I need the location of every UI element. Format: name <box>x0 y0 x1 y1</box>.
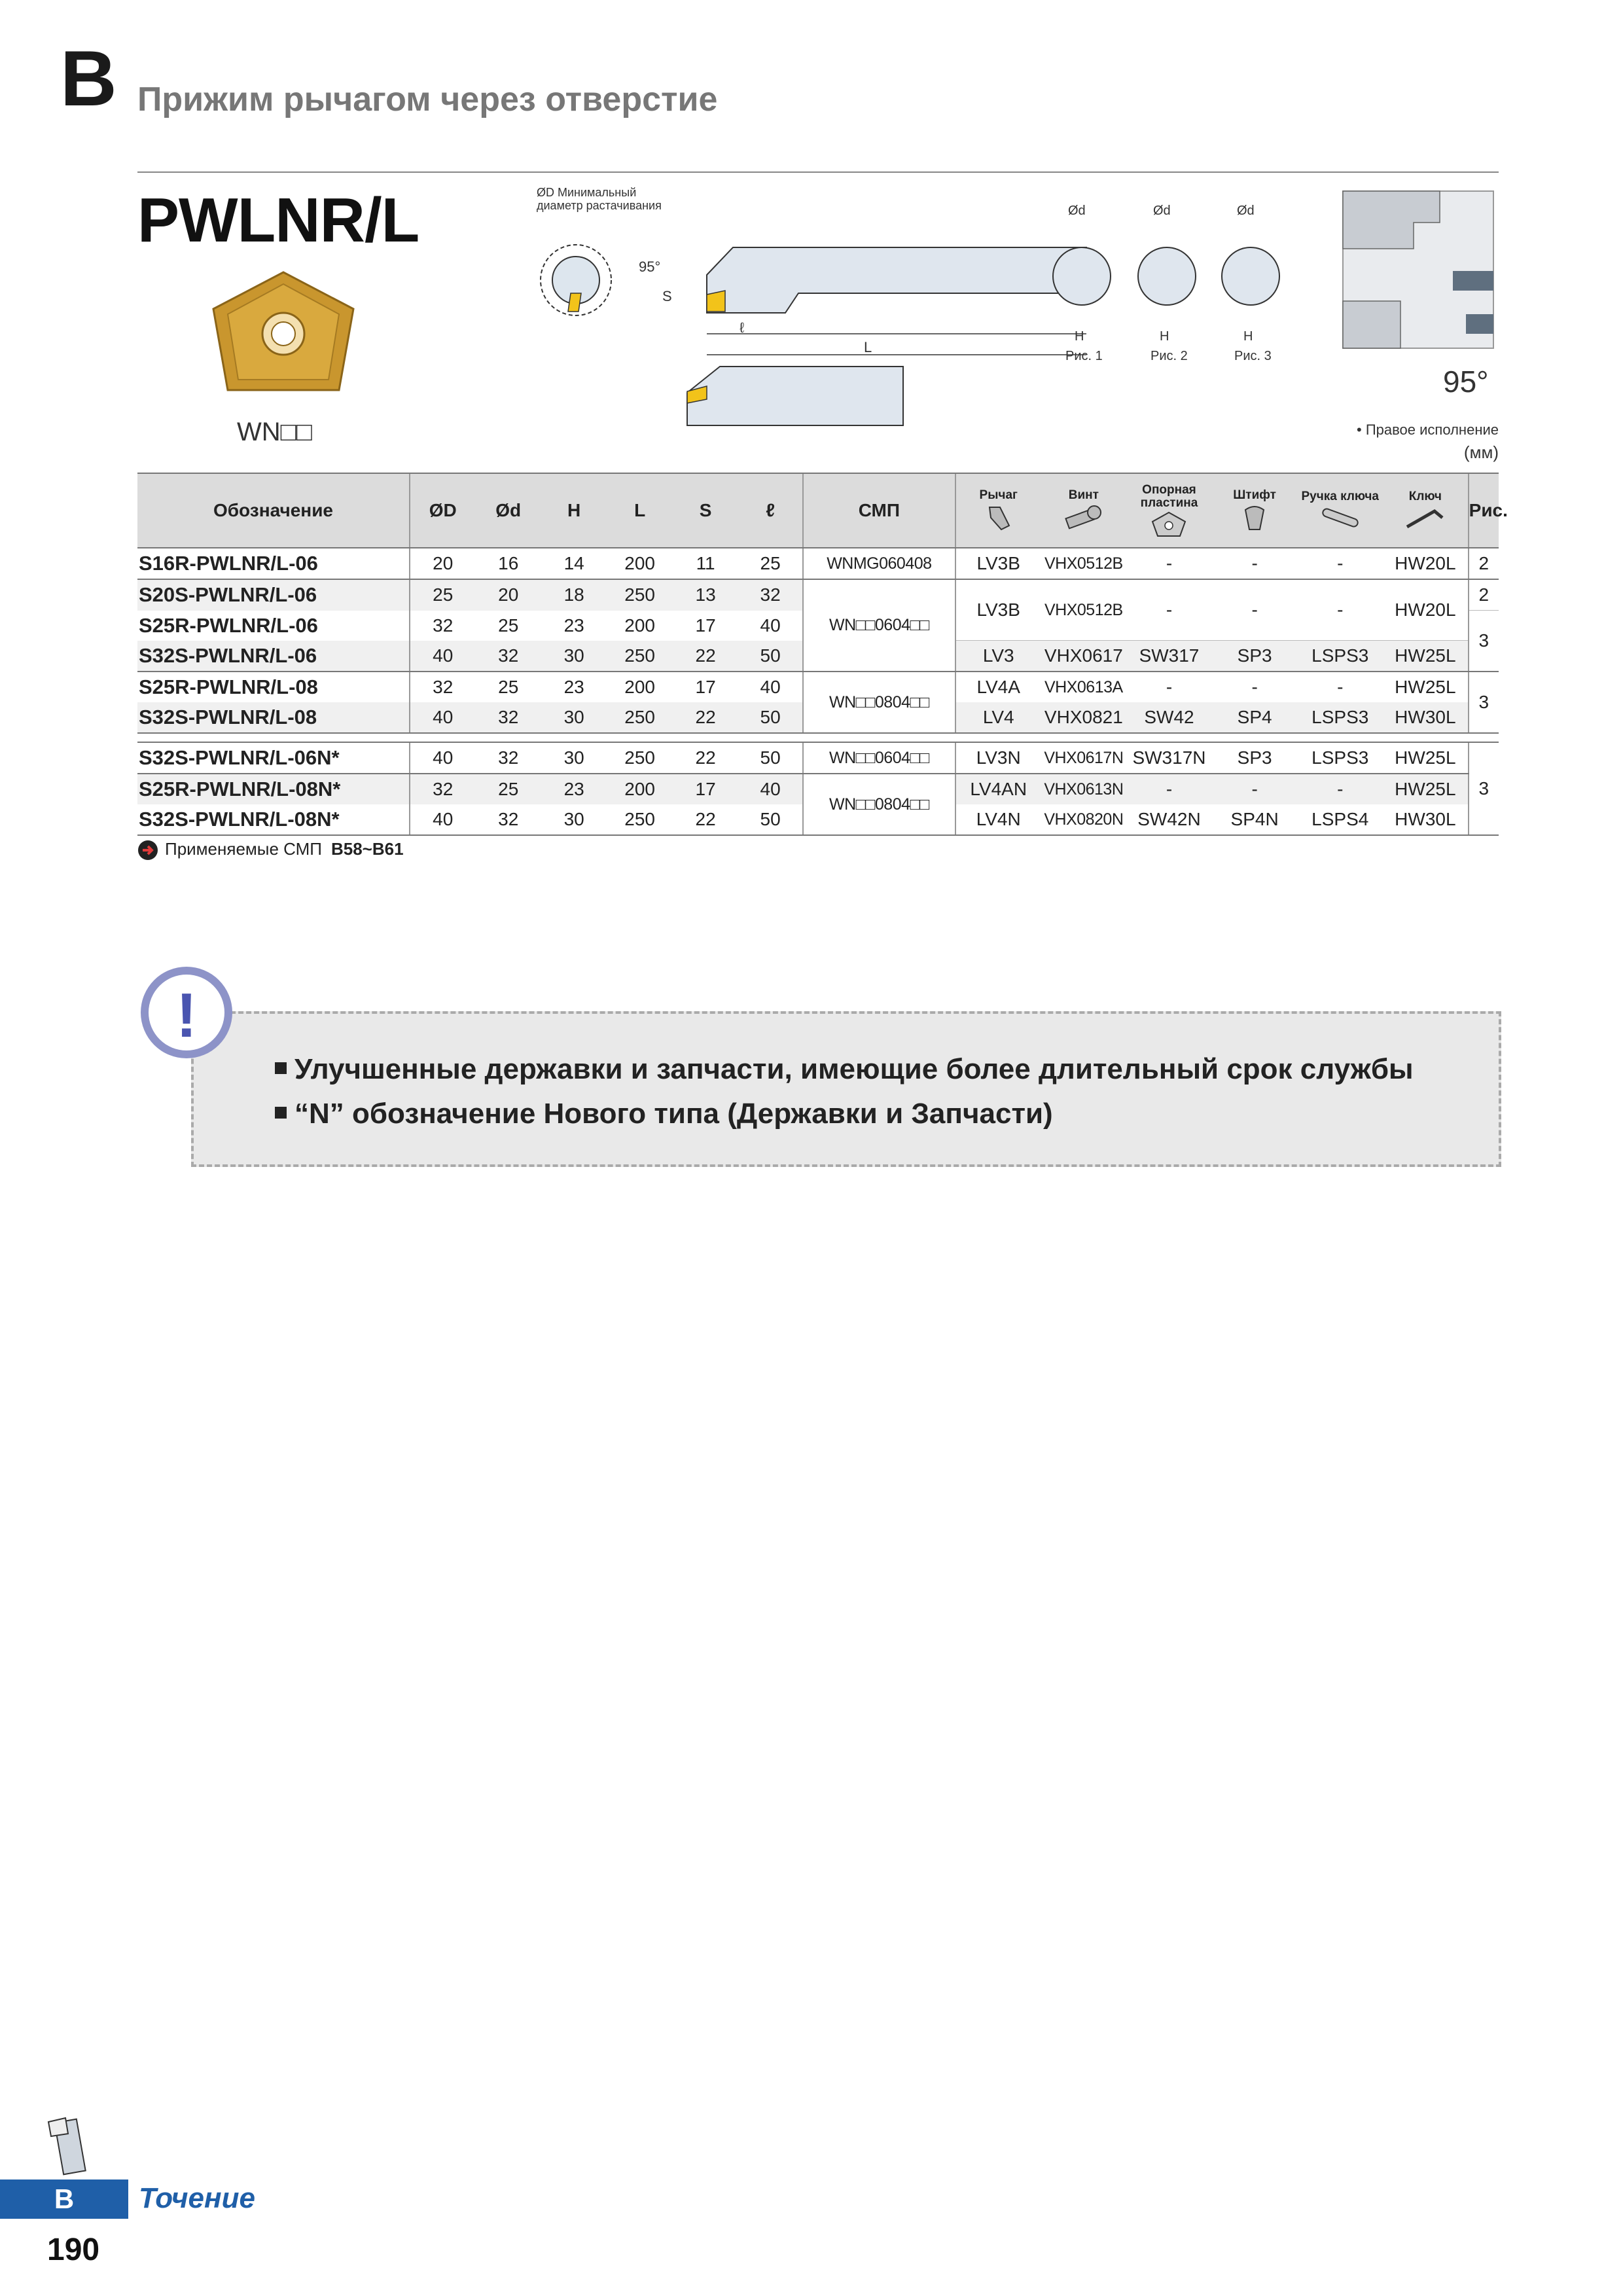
cell-fig: 2 <box>1469 579 1499 611</box>
cell-d: 20 <box>475 579 541 611</box>
cell-l: 50 <box>738 702 802 733</box>
cell-shim: - <box>1166 677 1173 697</box>
cell-handle: - <box>1297 579 1383 641</box>
col-insert: СМП <box>803 473 955 548</box>
cell-l: 50 <box>738 742 802 774</box>
min-bore-label-1: ØD Минимальный <box>537 186 637 199</box>
info-text-2: “N” обозначение Нового типа (Державки и Запчасти) <box>294 1098 1053 1130</box>
cell-fig: 3 <box>1469 672 1499 733</box>
designation: S32S-PWLNR/L-08N* <box>137 804 410 835</box>
cell-pin: - <box>1212 548 1298 579</box>
spacer-cell <box>137 733 1499 742</box>
key-handle-icon <box>1319 505 1361 531</box>
cell-pin: SP3 <box>1212 641 1298 672</box>
footer-section-name: Точение <box>139 2182 255 2214</box>
cell-screw: VHX0512B <box>1041 579 1127 641</box>
cell-fig: 3 <box>1469 742 1499 835</box>
angle-95-label: 95° <box>639 259 661 275</box>
cell-d: 32 <box>475 804 541 835</box>
cell-L: 200 <box>624 677 655 697</box>
lever-label: Рычаг <box>979 488 1018 502</box>
cell-handle: - <box>1337 677 1344 697</box>
cell-insert: WNMG060408 <box>803 548 955 579</box>
cell-S: 17 <box>695 615 716 636</box>
cell-D: 40 <box>410 641 475 672</box>
col-key <box>1383 473 1469 548</box>
cell-handle: - <box>1297 774 1383 804</box>
fig2-label: Рис. 2 <box>1150 349 1188 363</box>
cell-L: 250 <box>607 804 672 835</box>
cell-key: HW20L <box>1383 579 1469 641</box>
cell-H: 23 <box>541 774 607 804</box>
applicable-inserts-link[interactable] <box>137 839 404 861</box>
arrow-right-icon <box>137 840 158 861</box>
cell-handle: LSPS3 <box>1297 742 1383 774</box>
cell-pin: SP4 <box>1212 702 1298 733</box>
cell-insert: WN□□0804□□ <box>803 672 955 733</box>
col-L: L <box>607 473 672 548</box>
cell-d: 32 <box>475 742 541 774</box>
bullet-square-icon <box>275 1107 287 1119</box>
cell-shim: SW317 <box>1126 641 1212 672</box>
cell-l: 25 <box>738 548 802 579</box>
cell-d: 25 <box>498 615 519 636</box>
pin-label: Штифт <box>1233 488 1276 502</box>
cell-S: 22 <box>673 702 738 733</box>
designation: S25R-PWLNR/L-08N* <box>137 774 410 804</box>
lever-icon <box>984 503 1013 532</box>
cell-handle: - <box>1297 548 1383 579</box>
cell-key: HW25L <box>1383 774 1469 804</box>
cell-L: 250 <box>607 641 672 672</box>
cell-D: 40 <box>410 742 475 774</box>
cell-D: 40 <box>410 804 475 835</box>
cell-lever: LV4N <box>955 804 1041 835</box>
cell-d: 32 <box>475 641 541 672</box>
header-divider <box>137 171 1499 173</box>
applicable-label: Применяемые СМП <box>165 839 322 859</box>
cell-D: 32 <box>410 672 475 702</box>
cell-insert: WN□□0604□□ <box>803 742 955 774</box>
cell-lever: LV4 <box>955 702 1041 733</box>
screw-icon <box>1063 503 1105 532</box>
right-hand-note: • Правое исполнение <box>1357 422 1499 438</box>
min-bore-label-2: диаметр растачивания <box>537 199 662 212</box>
cell-D: 20 <box>410 548 475 579</box>
section-title: Прижим рычагом через отверстие <box>137 81 718 118</box>
cell-pin: SP4N <box>1212 804 1298 835</box>
col-shim <box>1126 473 1212 548</box>
insert-image <box>208 268 359 399</box>
table-row <box>137 579 1499 611</box>
key-label: Ключ <box>1408 490 1442 503</box>
cell-handle: LSPS4 <box>1297 804 1383 835</box>
cell-H: 23 <box>563 677 584 697</box>
key-handle-label: Ручка ключа <box>1301 490 1379 503</box>
bullet-square-icon <box>275 1062 287 1074</box>
col-d: Ød <box>475 473 541 548</box>
badge-glyph: ! <box>176 980 197 1050</box>
table-row <box>137 548 1499 579</box>
cell-key: HW25L <box>1395 677 1456 697</box>
designation: S32S-PWLNR/L-06N* <box>137 742 410 774</box>
cell-l: 32 <box>738 579 802 611</box>
cell-key: HW30L <box>1383 804 1469 835</box>
cell-L: 250 <box>607 579 672 611</box>
cell-screw: VHX0820N <box>1041 804 1127 835</box>
col-S: S <box>673 473 738 548</box>
cell-D: 32 <box>410 611 475 641</box>
col-fig: Рис. <box>1469 473 1499 548</box>
fig3-label: Рис. 3 <box>1234 349 1272 363</box>
screw-label: Винт <box>1068 488 1099 502</box>
cell-l: 50 <box>738 804 802 835</box>
designation: S32S-PWLNR/L-06 <box>137 641 410 672</box>
cell-key: HW20L <box>1383 548 1469 579</box>
col-D: ØD <box>410 473 475 548</box>
cell-L: 250 <box>607 702 672 733</box>
cell-pin: SP3 <box>1212 742 1298 774</box>
cell-lever: LV3N <box>955 742 1041 774</box>
cell-fig: 3 <box>1469 611 1499 672</box>
cell-shim: - <box>1126 548 1212 579</box>
designation: S20S-PWLNR/L-06 <box>137 579 410 611</box>
cell-key: HW25L <box>1383 641 1469 672</box>
cell-S: 13 <box>673 579 738 611</box>
cell-D: 40 <box>410 702 475 733</box>
dim-l-small-label: ℓ <box>740 319 745 336</box>
table-row <box>137 672 1499 702</box>
approach-angle: 95° <box>1443 365 1489 399</box>
cell-screw: VHX0512B <box>1041 548 1127 579</box>
cell-lever: LV3B <box>955 579 1041 641</box>
cell-pin: - <box>1212 579 1298 641</box>
dim-d-2: Ød <box>1153 204 1171 218</box>
info-text-1: Улучшенные державки и запчасти, имеющие более длительный срок службы <box>294 1053 1414 1085</box>
applicable-pages: B58~B61 <box>330 839 404 859</box>
cell-insert: WN□□0804□□ <box>803 774 955 835</box>
cell-key: HW30L <box>1383 702 1469 733</box>
info-line-1 <box>275 1053 1414 1086</box>
cell-handle: LSPS3 <box>1297 641 1383 672</box>
cell-d: 25 <box>498 677 519 697</box>
cell-pin: - <box>1212 774 1298 804</box>
dim-s-label: S <box>662 288 672 304</box>
cell-L: 200 <box>607 774 672 804</box>
cell-l: 40 <box>760 615 781 636</box>
cell-H: 30 <box>541 742 607 774</box>
cell-shim: - <box>1126 774 1212 804</box>
shim-label: Опорная пластина <box>1140 483 1198 510</box>
page-number: 190 <box>47 2233 100 2267</box>
cell-lever: LV4AN <box>955 774 1041 804</box>
cell-L: 250 <box>607 742 672 774</box>
cell-D: 25 <box>410 579 475 611</box>
dim-l-label: L <box>864 339 872 355</box>
cell-lever: LV3 <box>955 641 1041 672</box>
footer-section-letter: B <box>54 2183 75 2214</box>
cell-insert: WN□□0604□□ <box>803 579 955 672</box>
insert-label: WN□□ <box>237 418 312 446</box>
pin-icon <box>1240 503 1269 532</box>
col-pin <box>1212 473 1298 548</box>
cell-H: 30 <box>541 804 607 835</box>
cell-H: 23 <box>563 615 584 636</box>
cell-screw: VHX0617N <box>1041 742 1127 774</box>
cell-shim: - <box>1126 579 1212 641</box>
cell-fig: 2 <box>1469 548 1499 579</box>
cell-lever: LV3B <box>955 548 1041 579</box>
cell-l: 50 <box>738 641 802 672</box>
dim-d-3: Ød <box>1237 204 1255 218</box>
cell-S: 22 <box>673 804 738 835</box>
cell-H: 30 <box>541 641 607 672</box>
designation: S32S-PWLNR/L-08 <box>137 702 410 733</box>
cell-H: 14 <box>541 548 607 579</box>
cell-handle: LSPS3 <box>1297 702 1383 733</box>
cell-H: 30 <box>541 702 607 733</box>
cell-d: 25 <box>475 774 541 804</box>
tool-drawing <box>510 183 1597 432</box>
cell-key: HW25L <box>1383 742 1469 774</box>
col-H: H <box>541 473 607 548</box>
fig1-label: Рис. 1 <box>1065 349 1103 363</box>
cell-L: 200 <box>624 615 655 636</box>
col-key-handle <box>1297 473 1383 548</box>
table-spacer <box>137 733 1499 742</box>
product-code: PWLNR/L <box>137 185 419 255</box>
cell-screw: VHX0617 <box>1041 641 1127 672</box>
table-row <box>137 742 1499 774</box>
cell-H: 18 <box>541 579 607 611</box>
cell-l: 40 <box>738 774 802 804</box>
cell-D: 32 <box>410 774 475 804</box>
designation: S16R-PWLNR/L-06 <box>137 548 410 579</box>
cell-S: 11 <box>673 548 738 579</box>
units-note: (мм) <box>1463 442 1499 462</box>
cell-shim: SW42 <box>1126 702 1212 733</box>
cell-shim: SW317N <box>1126 742 1212 774</box>
cell-screw: VHX0821 <box>1041 702 1127 733</box>
dim-h-1: H <box>1075 329 1084 344</box>
table-row <box>137 774 1499 804</box>
cell-shim: SW42N <box>1126 804 1212 835</box>
cell-l: 40 <box>760 677 781 697</box>
cell-lever: LV4A <box>955 672 1041 702</box>
dim-h-2: H <box>1160 329 1169 344</box>
cell-screw: VHX0613N <box>1041 774 1127 804</box>
cell-S: 22 <box>673 641 738 672</box>
cell-d: 32 <box>475 702 541 733</box>
cell-S: 17 <box>673 774 738 804</box>
cell-L: 200 <box>607 548 672 579</box>
cell-S: 17 <box>695 677 716 697</box>
col-lever <box>955 473 1041 548</box>
cell-screw: VHX0613A <box>1044 677 1123 696</box>
info-box <box>191 1011 1501 1167</box>
cell-pin: - <box>1251 677 1258 697</box>
cell-S: 22 <box>673 742 738 774</box>
shim-icon <box>1151 511 1186 537</box>
spec-table <box>137 473 1508 836</box>
col-l: ℓ <box>738 473 802 548</box>
dim-h-3: H <box>1243 329 1253 344</box>
col-screw <box>1041 473 1127 548</box>
exclamation-icon <box>137 963 236 1062</box>
designation: S25R-PWLNR/L-08 <box>139 675 318 698</box>
col-designation: Обозначение <box>137 473 410 548</box>
info-line-2 <box>275 1098 1053 1130</box>
table-header-row <box>137 473 1499 548</box>
turning-tool-icon <box>39 2114 105 2179</box>
hex-key-icon <box>1404 505 1446 531</box>
section-letter: B <box>60 35 117 122</box>
cell-d: 16 <box>475 548 541 579</box>
dim-d-1: Ød <box>1068 204 1086 218</box>
designation: S25R-PWLNR/L-06 <box>139 613 318 637</box>
